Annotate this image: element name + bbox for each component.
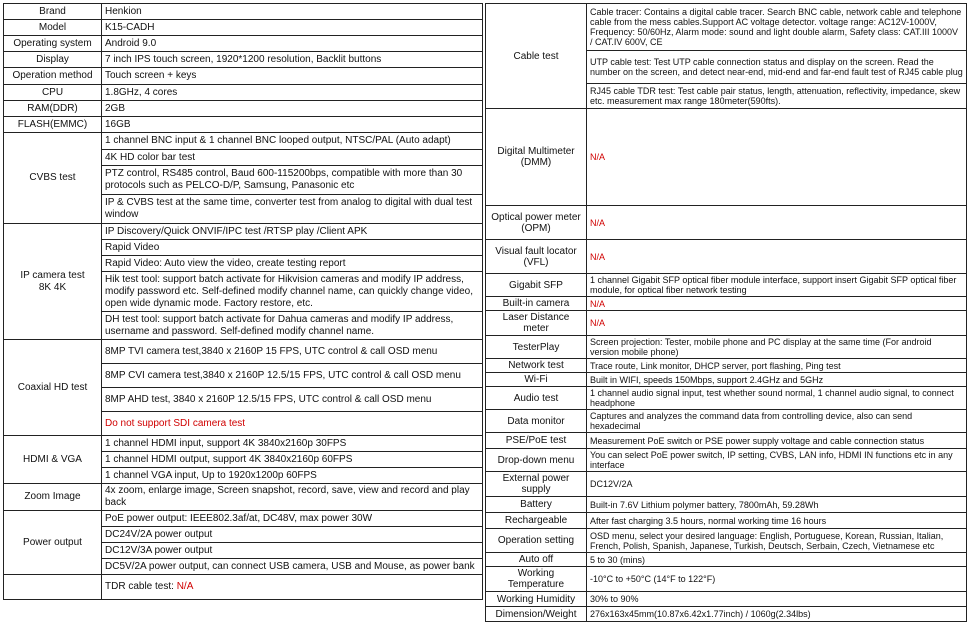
coax-item: Do not support SDI camera test bbox=[102, 412, 483, 436]
coax-label: Coaxial HD test bbox=[4, 340, 102, 436]
battery-value: Built-in 7.6V Lithium polymer battery, 7800mAh, 59.28Wh bbox=[587, 497, 967, 513]
sfp-value: 1 channel Gigabit SFP optical fiber module interface, support insert Gigabit SFP optical fiber module, for optical fiber network testing bbox=[587, 274, 967, 297]
builtin-camera-value: N/A bbox=[587, 297, 967, 311]
model-value: K15-CADH bbox=[102, 20, 483, 36]
operation-label: Operation method bbox=[4, 68, 102, 85]
dropdown-value: You can select PoE power switch, IP setting, CVBS, LAN info, HDMI IN functions etc in any interface bbox=[587, 449, 967, 472]
power-item: DC24V/2A power output bbox=[102, 527, 483, 543]
display-label: Display bbox=[4, 52, 102, 68]
cvbs-label: CVBS test bbox=[4, 133, 102, 224]
cvbs-item: IP & CVBS test at the same time, converter test from analog to digital with dual test window bbox=[102, 195, 483, 224]
ram-value: 2GB bbox=[102, 101, 483, 117]
power-label: Power output bbox=[4, 511, 102, 575]
dropdown-label: Drop-down menu bbox=[486, 449, 587, 472]
ipcam-item: Hik test tool: support batch activate for Hikvision cameras and modify IP address, modify password etc. Self-defined modify channel name, can quickly change video, open wide dynamic mode. Factory restore, etc. bbox=[102, 272, 483, 312]
hdmi-item: 1 channel VGA input, Up to 1920x1200p 60FPS bbox=[102, 468, 483, 484]
data-monitor-value: Captures and analyzes the command data from controlling device, also can send hexadecimal bbox=[587, 410, 967, 433]
os-label: Operating system bbox=[4, 36, 102, 52]
zoom-label: Zoom Image bbox=[4, 484, 102, 511]
tdr-label: TDR cable test: bbox=[105, 581, 177, 592]
spec-table-right bbox=[485, 3, 967, 622]
ipcam-label-line1: IP camera test bbox=[20, 269, 85, 281]
pse-poe-label: PSE/PoE test bbox=[486, 433, 587, 449]
tdr-cell bbox=[102, 575, 483, 600]
hdmi-label: HDMI & VGA bbox=[4, 436, 102, 484]
opm-value: N/A bbox=[587, 206, 967, 240]
sfp-label: Gigabit SFP bbox=[486, 274, 587, 297]
ipcam-item: Rapid Video: Auto view the video, create testing report bbox=[102, 256, 483, 272]
operation-value: Touch screen + keys bbox=[102, 68, 483, 85]
opm-label: Optical power meter (OPM) bbox=[486, 206, 587, 240]
cable-test-item: RJ45 cable TDR test: Test cable pair status, length, attenuation, reflectivity, impedance, skew etc. measurement max range 180meter(590fts). bbox=[587, 84, 967, 109]
external-power-value: DC12V/2A bbox=[587, 472, 967, 497]
operation-setting-label: Operation setting bbox=[486, 529, 587, 553]
audio-value: 1 channel audio signal input, test whether sound normal, 1 channel audio signal, to connect headphone bbox=[587, 387, 967, 410]
zoom-value: 4x zoom, enlarge image, Screen snapshot, record, save, view and record and play back bbox=[102, 484, 483, 511]
ram-label: RAM(DDR) bbox=[4, 101, 102, 117]
auto-off-value: 5 to 30 (mins) bbox=[587, 553, 967, 567]
dimension-weight-value: 276x163x45mm(10.87x6.42x1.77inch) / 1060g(2.34lbs) bbox=[587, 607, 967, 622]
ipcam-item: IP Discovery/Quick ONVIF/IPC test /RTSP play /Client APK bbox=[102, 224, 483, 240]
network-test-value: Trace route, Link monitor, DHCP server, port flashing, Ping test bbox=[587, 359, 967, 373]
tdr-empty-cell bbox=[4, 575, 102, 600]
tdr-value: N/A bbox=[176, 581, 194, 592]
power-item: DC5V/2A power output, can connect USB camera, USB and Mouse, as power bank bbox=[102, 559, 483, 575]
working-humidity-value: 30% to 90% bbox=[587, 592, 967, 607]
rechargeable-value: After fast charging 3.5 hours, normal working time 16 hours bbox=[587, 513, 967, 529]
testerplay-label: TesterPlay bbox=[486, 336, 587, 359]
rechargeable-label: Rechargeable bbox=[486, 513, 587, 529]
ipcam-item: DH test tool: support batch activate for Dahua cameras and modify IP address, username and password. Self-defined modify channel name. bbox=[102, 312, 483, 340]
cvbs-item: 1 channel BNC input & 1 channel BNC looped output, NTSC/PAL (Auto adapt) bbox=[102, 133, 483, 150]
testerplay-value: Screen projection: Tester, mobile phone and PC display at the same time (For android version mobile phone) bbox=[587, 336, 967, 359]
brand-value: Henkion bbox=[102, 4, 483, 20]
dimension-weight-label: Dimension/Weight bbox=[486, 607, 587, 622]
working-temperature-label: Working Temperature bbox=[486, 567, 587, 592]
coax-item: 8MP CVI camera test,3840 x 2160P 12.5/15 FPS, UTC control & call OSD menu bbox=[102, 364, 483, 388]
flash-value: 16GB bbox=[102, 117, 483, 133]
flash-label: FLASH(EMMC) bbox=[4, 117, 102, 133]
cable-test-item: Cable tracer: Contains a digital cable tracer. Search BNC cable, network cable and telephone cable from the mess cables.Support AC voltage detector. voltage range: AC12V-1000V, Frequency: 50/60Hz, Alarm mode: sound and light double alarm, Safety class: CAT.III 1000V / CAT.IV 600V, CE bbox=[587, 4, 967, 51]
builtin-camera-label: Built-in camera bbox=[486, 297, 587, 311]
laser-label: Laser Distance meter bbox=[486, 311, 587, 336]
cpu-value: 1.8GHz, 4 cores bbox=[102, 85, 483, 101]
data-monitor-label: Data monitor bbox=[486, 410, 587, 433]
coax-item: 8MP AHD test, 3840 x 2160P 12.5/15 FPS, UTC control & call OSD menu bbox=[102, 388, 483, 412]
ipcam-label-line2: 8K 4K bbox=[38, 281, 67, 293]
cvbs-item: PTZ control, RS485 control, Baud 600-115200bps, compatible with more than 30 protocols such as PELCO-D/P, Samsung, Panasonic etc bbox=[102, 166, 483, 195]
external-power-label: External power supply bbox=[486, 472, 587, 497]
dmm-label: Digital Multimeter (DMM) bbox=[486, 109, 587, 206]
network-test-label: Network test bbox=[486, 359, 587, 373]
power-item: DC12V/3A power output bbox=[102, 543, 483, 559]
model-label: Model bbox=[4, 20, 102, 36]
spec-table-left bbox=[3, 3, 483, 600]
vfl-value: N/A bbox=[587, 240, 967, 274]
cable-test-label: Cable test bbox=[486, 4, 587, 109]
power-item: PoE power output: IEEE802.3af/at, DC48V, max power 30W bbox=[102, 511, 483, 527]
ipcam-label bbox=[4, 224, 102, 340]
vfl-label: Visual fault locator (VFL) bbox=[486, 240, 587, 274]
cable-test-item: UTP cable test: Test UTP cable connection status and display on the screen. Read the number on the screen, and detect near-end, mid-end and far-end fault test of RJ45 cable plug bbox=[587, 51, 967, 84]
cvbs-item: 4K HD color bar test bbox=[102, 150, 483, 166]
coax-item: 8MP TVI camera test,3840 x 2160P 15 FPS, UTC control & call OSD menu bbox=[102, 340, 483, 364]
audio-label: Audio test bbox=[486, 387, 587, 410]
hdmi-item: 1 channel HDMI input, support 4K 3840x2160p 30FPS bbox=[102, 436, 483, 452]
hdmi-item: 1 channel HDMI output, support 4K 3840x2160p 60FPS bbox=[102, 452, 483, 468]
brand-label: Brand bbox=[4, 4, 102, 20]
ipcam-item: Rapid Video bbox=[102, 240, 483, 256]
working-humidity-label: Working Humidity bbox=[486, 592, 587, 607]
wifi-label: Wi-Fi bbox=[486, 373, 587, 387]
operation-setting-value: OSD menu, select your desired language: English, Portuguese, Korean, Russian, Italian, French, Polish, Spanish, Japanese, Turkish, Deutsch, Serbain, Czech, Vietnamese etc bbox=[587, 529, 967, 553]
auto-off-label: Auto off bbox=[486, 553, 587, 567]
dmm-value: N/A bbox=[587, 109, 967, 206]
display-value: 7 inch IPS touch screen, 1920*1200 resolution, Backlit buttons bbox=[102, 52, 483, 68]
pse-poe-value: Measurement PoE switch or PSE power supply voltage and cable connection status bbox=[587, 433, 967, 449]
laser-value: N/A bbox=[587, 311, 967, 336]
battery-label: Battery bbox=[486, 497, 587, 513]
cpu-label: CPU bbox=[4, 85, 102, 101]
os-value: Android 9.0 bbox=[102, 36, 483, 52]
wifi-value: Built in WIFI, speeds 150Mbps, support 2.4GHz and 5GHz bbox=[587, 373, 967, 387]
working-temperature-value: -10°C to +50°C (14°F to 122°F) bbox=[587, 567, 967, 592]
